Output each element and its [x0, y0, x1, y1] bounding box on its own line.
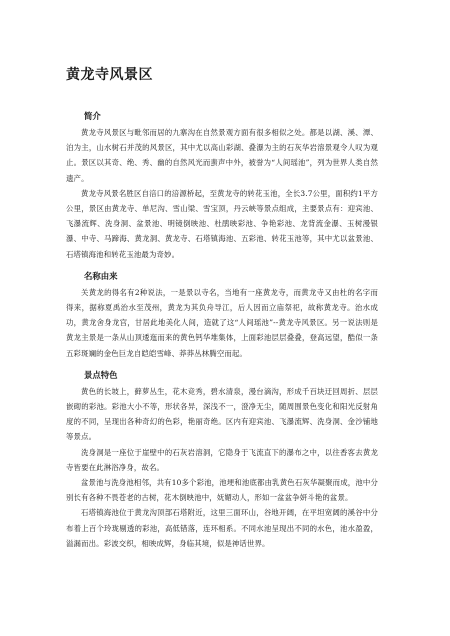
paragraph: 黄色的长坡上，藓萝丛生，花木竞秀，碧水清泉，漫台滴沟，形成千百块迂回周折、层层嵌砌的彩池。彩池大小不等，形状各异，深浅不一，澄净无尘，随周围景色变化和阳光反射角度的不同，呈现出各种奇幻的色彩，艳丽奇绝。区内有迎宾池、飞瀑流辉、洗身洞、金沙铺地等景点。 [66, 386, 378, 442]
section-heading-features: 景点特色 [84, 369, 118, 380]
section-heading-intro: 简介 [84, 111, 101, 121]
paragraph: 黄龙寺风景名胜区自涪口的涪源桥起，至黄龙寺的转花玉池，全长3.7公里，面积约1平方公里，景区由黄龙寺、单尼沟、雪山梁、雪宝顶，丹云峡等景点组成，主要景点有：迎宾池、飞瀑流辉、洗身洞、盆景池、明镜倒映池、杜鹃映彩池、争艳彩池、龙背流金瀑、玉树漫银瀑、中寺、马蹄海、黄龙洞、黄龙寺、石塔镇海池、五彩池、转花玉池等，其中尤以盆景池、石塔镇海池和转花玉池最为奇妙。 [66, 188, 378, 259]
paragraph: 石塔镇海池位于黄龙沟顶部石塔附近，这里三面环山，谷地开阔，在平坦宽阔的溪谷中分布着上百个玲珑剔透的彩池，高低错落，连环相系。不同水池呈现出不同的水色，池水盈盈，溢漏而出。彩波交织，相映成辉，身临其境，似是神话世界。 [66, 508, 378, 548]
paragraph: 关黄龙的得名有2种说法，一是景以寺名，当地有一座黄龙寺，而黄龙寺又由杜的名字而得来，据称夏禹治水至茂州，黄龙为其负舟导江，后人因而立庙祭祀，故称黄龙寺。治水成功，黄龙舍身龙宫，甘居此地美化人间，造就了这“人间瑶池”--黄龙寺风景区。另一说法则是黄龙主景是一条从山顶逶迤而来的黄色钙华堆集体，上面彩池层层叠叠，登高远望，酷似一条五彩斑斓的金色巨龙自皑皑雪峰、莽莽丛林腾空而起。 [66, 287, 378, 358]
paragraph: 洗身洞是一座位于崖壁中的石灰岩溶洞，它隐身于飞流直下的瀑布之中，以往香客去黄龙寺皆要在此淋浴净身，故名。 [66, 447, 378, 472]
page-title: 黄龙寺风景区 [66, 67, 153, 83]
section-intro [66, 110, 378, 262]
section-features [66, 369, 378, 551]
section-heading-name-origin: 名称由来 [84, 270, 118, 281]
section-name-origin [66, 270, 378, 361]
paragraph: 黄龙寺风景区与毗邻而居的九寨沟在自然景观方面有很多相似之处。都是以湖、溪、潭、泊为主，山水树石并茂的风景区，其中尤以高山彩湖、叠瀑为主的石灰华岩溶景观令人叹为观止。景区以其奇、绝、秀、幽的自然风光而蜚声中外，被誉为“人间瑶池”，列为世界人类自然遗产。 [66, 128, 378, 183]
article-body [66, 110, 378, 551]
paragraph: 盆景池与洗身池相邻，共有10多个彩池，池埂和池底都由乳黄色石灰华凝聚而成，池中分别长有各种不畏苍老的古树，花木倒映池中，妩媚动人，形如一盆盆争妍斗艳的盆景。 [66, 478, 378, 503]
